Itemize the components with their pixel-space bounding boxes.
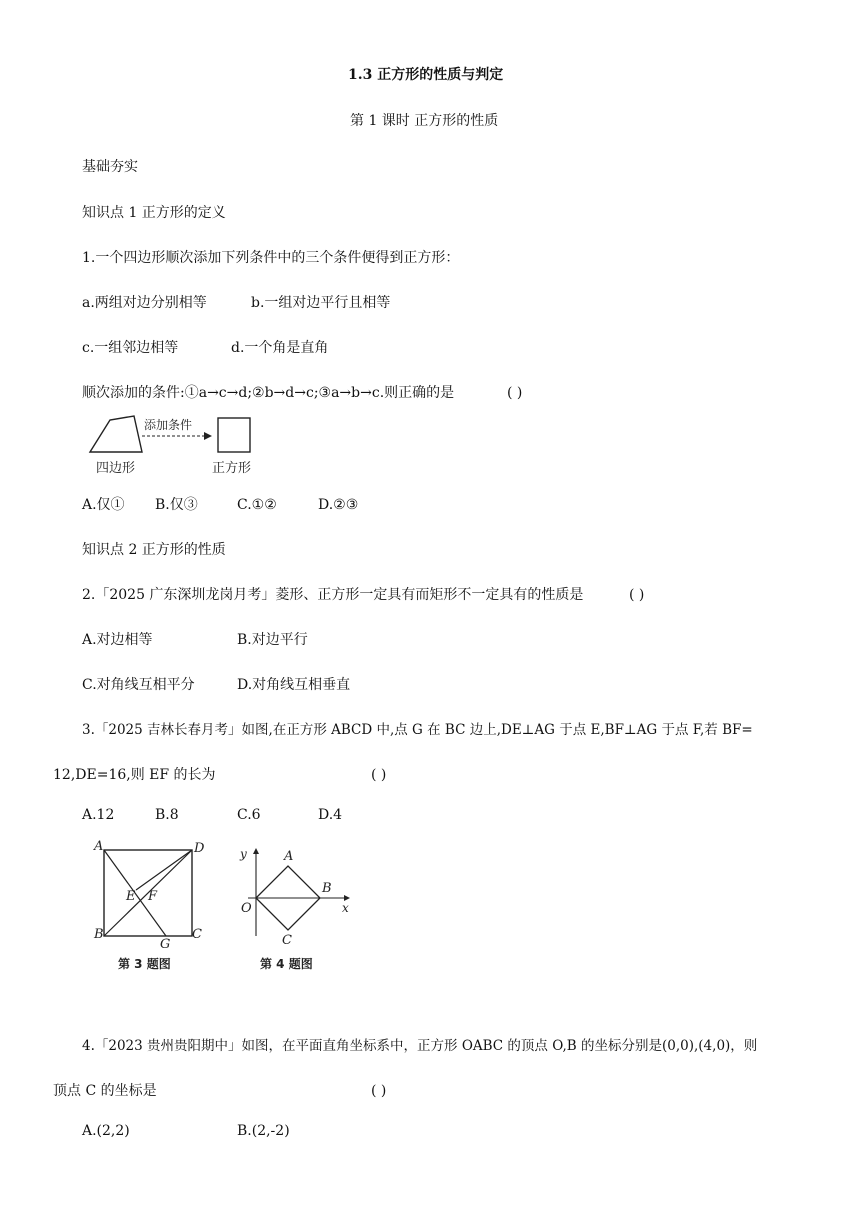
label-e: E: [126, 889, 136, 904]
label-x: x: [342, 901, 349, 915]
q3-figure-caption: 第 3 题图: [118, 957, 171, 971]
q1-figure: [78, 410, 278, 480]
lesson-subtitle: 第 1 课时 正方形的性质: [350, 113, 499, 129]
q4-option-a: A.(2,2): [82, 1123, 130, 1139]
knowledge-point-2: 知识点 2 正方形的性质: [82, 542, 226, 558]
q1-answer-paren: ( ): [507, 385, 523, 401]
page-title: 1.3 正方形的性质与判定: [348, 67, 504, 83]
knowledge-point-1: 知识点 1 正方形的定义: [82, 205, 226, 221]
label-f: F: [148, 889, 158, 904]
label-c: C: [192, 927, 202, 942]
square-shape: [218, 418, 250, 452]
q2-option-b: B.对边平行: [237, 632, 308, 648]
q2-answer-paren: ( ): [629, 587, 645, 603]
q1-order-text: 顺次添加的条件:①a→c→d;②b→d→c;③a→b→c.则正确的是: [82, 385, 455, 401]
q1-condition-c: c.一组邻边相等: [82, 340, 179, 356]
q1-condition-a: a.两组对边分别相等: [82, 295, 207, 311]
q1-option-a: A.仅①: [82, 497, 125, 513]
label-a: A: [284, 849, 294, 864]
fig1-left-label: 四边形: [96, 461, 136, 476]
q2-option-c: C.对角线互相平分: [82, 677, 195, 693]
y-axis-arrow-icon: [253, 848, 259, 854]
label-b: B: [322, 881, 332, 896]
q2-option-a: A.对边相等: [82, 632, 153, 648]
q4-figure-caption: 第 4 题图: [260, 957, 313, 971]
label-a: A: [94, 839, 104, 854]
q4-option-b: B.(2,-2): [237, 1123, 290, 1139]
q3-answer-paren: ( ): [371, 767, 387, 783]
q1-option-c: C.①②: [237, 497, 277, 513]
segment-de: [136, 850, 192, 890]
q3-option-a: A.12: [82, 807, 115, 823]
q1-option-d: D.②③: [318, 497, 359, 513]
label-d: D: [194, 841, 205, 856]
label-g: G: [160, 937, 171, 952]
q4-stem-line1: 4.「2023 贵州贵阳期中」如图，在平面直角坐标系中，正方形 OABC 的顶点 O,B 的坐标分别是(0,0),(4,0)，则: [82, 1038, 758, 1054]
q2-option-d: D.对角线互相垂直: [237, 677, 351, 693]
q2-stem: 2.「2025 广东深圳龙岗月考」菱形、正方形一定具有而矩形不一定具有的性质是: [82, 587, 584, 603]
label-b: B: [94, 927, 104, 942]
arrow-head-icon: [204, 432, 212, 440]
q3-stem-line2: 12,DE=16,则 EF 的长为: [53, 767, 216, 783]
q1-condition-d: d.一个角是直角: [231, 340, 329, 356]
label-o: O: [241, 901, 252, 916]
q4-stem-line2: 顶点 C 的坐标是: [53, 1083, 157, 1099]
q3-option-c: C.6: [237, 807, 261, 823]
label-y: y: [240, 847, 247, 861]
q3-option-b: B.8: [155, 807, 179, 823]
section-heading: 基础夯实: [82, 159, 138, 175]
fig1-right-label: 正方形: [212, 461, 252, 476]
q1-option-b: B.仅③: [155, 497, 198, 513]
q1-condition-b: b.一组对边平行且相等: [251, 295, 391, 311]
fig1-arrow-label: 添加条件: [144, 418, 193, 432]
q4-figure: [232, 838, 362, 978]
q3-stem-line1: 3.「2025 吉林长春月考」如图,在正方形 ABCD 中,点 G 在 BC 边上,DE⊥AG 于点 E,BF⊥AG 于点 F,若 BF=: [82, 722, 753, 738]
label-c: C: [282, 933, 292, 948]
q1-stem: 1.一个四边形顺次添加下列条件中的三个条件便得到正方形：: [82, 250, 460, 266]
q4-answer-paren: ( ): [371, 1083, 387, 1099]
q3-option-d: D.4: [318, 807, 343, 823]
q3-figure: [90, 838, 220, 978]
quadrilateral-shape: [90, 416, 142, 452]
